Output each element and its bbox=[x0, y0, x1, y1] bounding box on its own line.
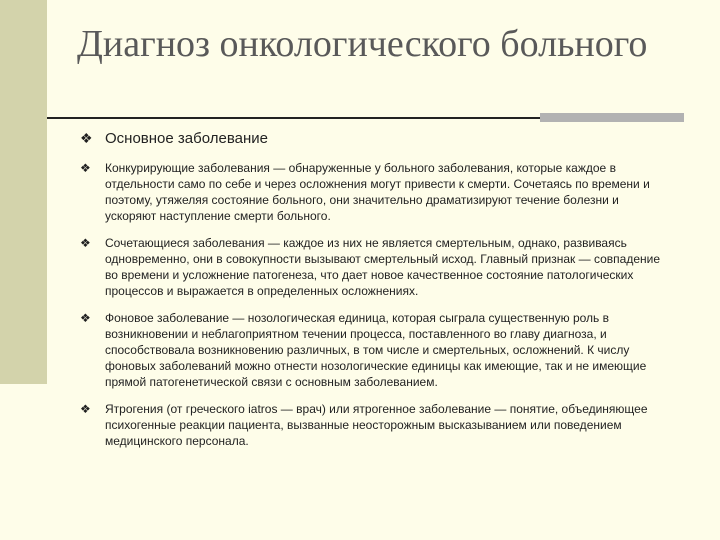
diamond-bullet-icon: ❖ bbox=[80, 236, 91, 250]
diamond-bullet-icon: ❖ bbox=[80, 161, 91, 175]
diamond-bullet-icon: ❖ bbox=[80, 130, 93, 146]
list-item-combined-diseases bbox=[80, 235, 670, 299]
slide-title: Диагноз онкологического больного bbox=[77, 23, 648, 65]
list-item-text: Конкурирующие заболевания — обнаруженные у больного заболевания, которые каждое в отдельности само по себе и через осложнения могут привести к смерти. Сочетаясь по времени и поэтому, утяжеляя состояние больного, они значительно драматизируют течение болезни и ускоряют наступление смерти больного. bbox=[105, 161, 650, 223]
list-item-background-disease bbox=[80, 310, 670, 390]
diamond-bullet-icon: ❖ bbox=[80, 402, 91, 416]
title-underline bbox=[47, 117, 540, 119]
list-item-iatrogeny bbox=[80, 401, 670, 449]
list-item-text: Ятрогения (от греческого iatros — врач) или ятрогенное заболевание — понятие, объединяющее психогенные реакции пациента, вызванные неосторожным высказыванием или поведением медицинского персонала. bbox=[105, 402, 648, 448]
list-item-text: Основное заболевание bbox=[105, 130, 268, 147]
decorative-side-bar bbox=[0, 0, 47, 384]
list-item-text: Сочетающиеся заболевания — каждое из них не является смертельным, однако, развиваясь одновременно, они в совокупности вызывают смертельный исход. Главный признак — совпадение во времени и усложнение патогенеза, что дает новое качественное состояние патологических процессов и выражается в определенных осложнениях. bbox=[105, 236, 661, 298]
list-item-main-disease bbox=[80, 130, 670, 148]
title-underline-accent bbox=[540, 113, 684, 122]
list-item-competing-diseases bbox=[80, 160, 670, 224]
diamond-bullet-icon: ❖ bbox=[80, 311, 91, 325]
bullet-list bbox=[80, 130, 670, 460]
list-item-text: Фоновое заболевание — нозологическая единица, которая сыграла существенную роль в возникновении и неблагоприятном течении процесса, поставленного во главу диагноза, и способствовала возникновению различных, в том числе и смертельных, осложнений. К числу фоновых заболеваний можно отнести нозологические единицы как имеющие, так и не имеющие прямой патогенетической связи с основным заболеванием. bbox=[105, 311, 647, 389]
